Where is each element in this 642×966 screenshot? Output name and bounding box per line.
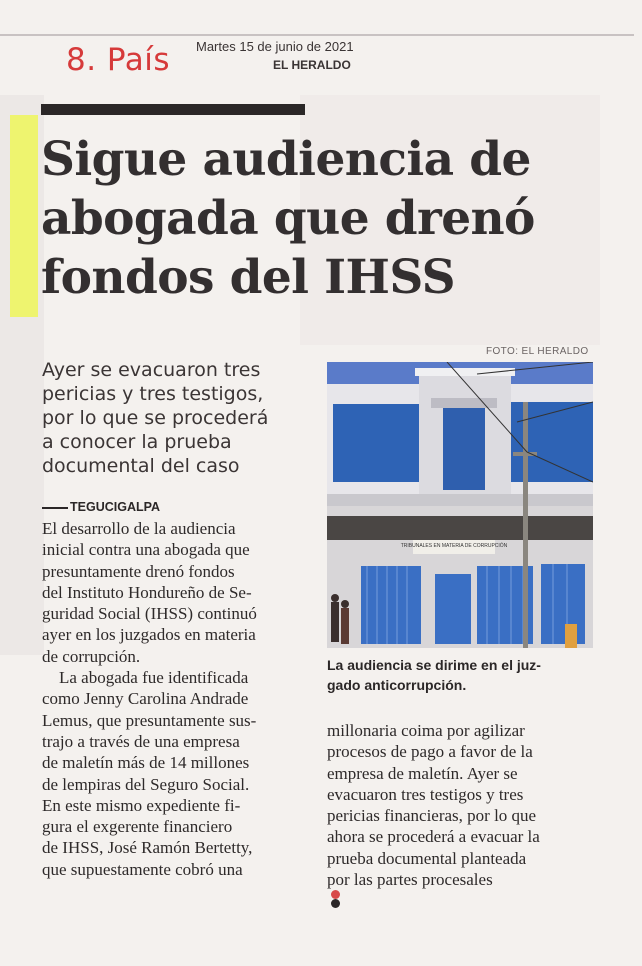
caption-line: La audiencia se dirime en el juz- [327,657,541,673]
dateline-dash [42,507,68,509]
body-line: del Instituto Hondureño de Se- [42,582,252,602]
body-line: trajo a través de una empresa [42,731,240,751]
body-line: evacuaron tres testigos y tres [327,784,524,804]
headline-line: fondos del IHSS [41,250,456,305]
body-line: En este mismo expediente fi- [42,795,241,815]
highlighter-mark [10,115,38,317]
body-line: inicial contra una abogada que [42,540,250,560]
headline-line: Sigue audiencia de [41,132,531,187]
courthouse-photo [327,362,593,648]
body-line-last [327,869,599,908]
body-line: ayer en los juzgados en materia [42,625,256,645]
newspaper-name: EL HERALDO [273,58,351,72]
body-line: de IHSS, José Ramón Bertetty, [42,838,253,858]
subheadline [42,358,302,478]
caption-line: gado anticorrupción. [327,677,467,693]
dek-line: Ayer se evacuaron tres [42,359,261,381]
dek-line: a conocer la prueba [42,431,232,453]
body-column-1 [42,518,314,880]
dek-line: documental del caso [42,455,240,477]
headline-line: abogada que drenó [41,191,535,246]
body-line: millonaria coima por agilizar [327,721,525,740]
photo-credit: FOTO: EL HERALDO [486,346,589,357]
body-line: que supuestamente cobró una [42,859,243,879]
courthouse-illustration [327,362,593,648]
end-dot-red [331,890,340,899]
body-line: de lempiras del Seguro Social. [42,774,250,794]
body-line: El desarrollo de la audiencia [42,519,236,538]
body-column-2 [327,720,599,908]
headline-rule [41,104,305,115]
body-line: ahora se procederá a evacuar la [327,827,540,847]
dateline-text: TEGUCIGALPA [70,500,161,514]
body-line: prueba documental planteada [327,848,527,868]
body-line-text: por las partes procesales [327,870,493,890]
body-line: presuntamente drenó fondos [42,561,235,581]
dek-line: por lo que se procederá [42,407,269,429]
body-line: procesos de pago a favor de la [327,742,533,762]
body-line: La abogada fue identificada [42,668,249,688]
body-line: de corrupción. [42,646,141,666]
body-line: empresa de maletín. Ayer se [327,763,518,783]
headline [41,130,601,307]
section-title: 8. País [66,42,170,78]
body-line: como Jenny Carolina Andrade [42,689,249,709]
building-sign: TRIBUNALES EN MATERIA DE CORRUPCIÓN [400,543,508,549]
body-line: guridad Social (IHSS) continuó [42,604,257,624]
body-line: Lemus, que presuntamente sus- [42,710,257,730]
end-mark [331,890,599,908]
issue-date: Martes 15 de junio de 2021 [196,39,354,54]
dateline-place [42,500,160,514]
photo-caption [327,655,597,695]
date-line [196,38,396,74]
end-dot-dark [331,899,340,908]
body-line: de maletín más de 14 millones [42,753,250,773]
header-rule [0,34,634,36]
body-line: pericias financieras, por lo que [327,806,537,826]
dek-line: pericias y tres testigos, [42,383,264,405]
body-line: gura el exgerente financiero [42,817,233,837]
